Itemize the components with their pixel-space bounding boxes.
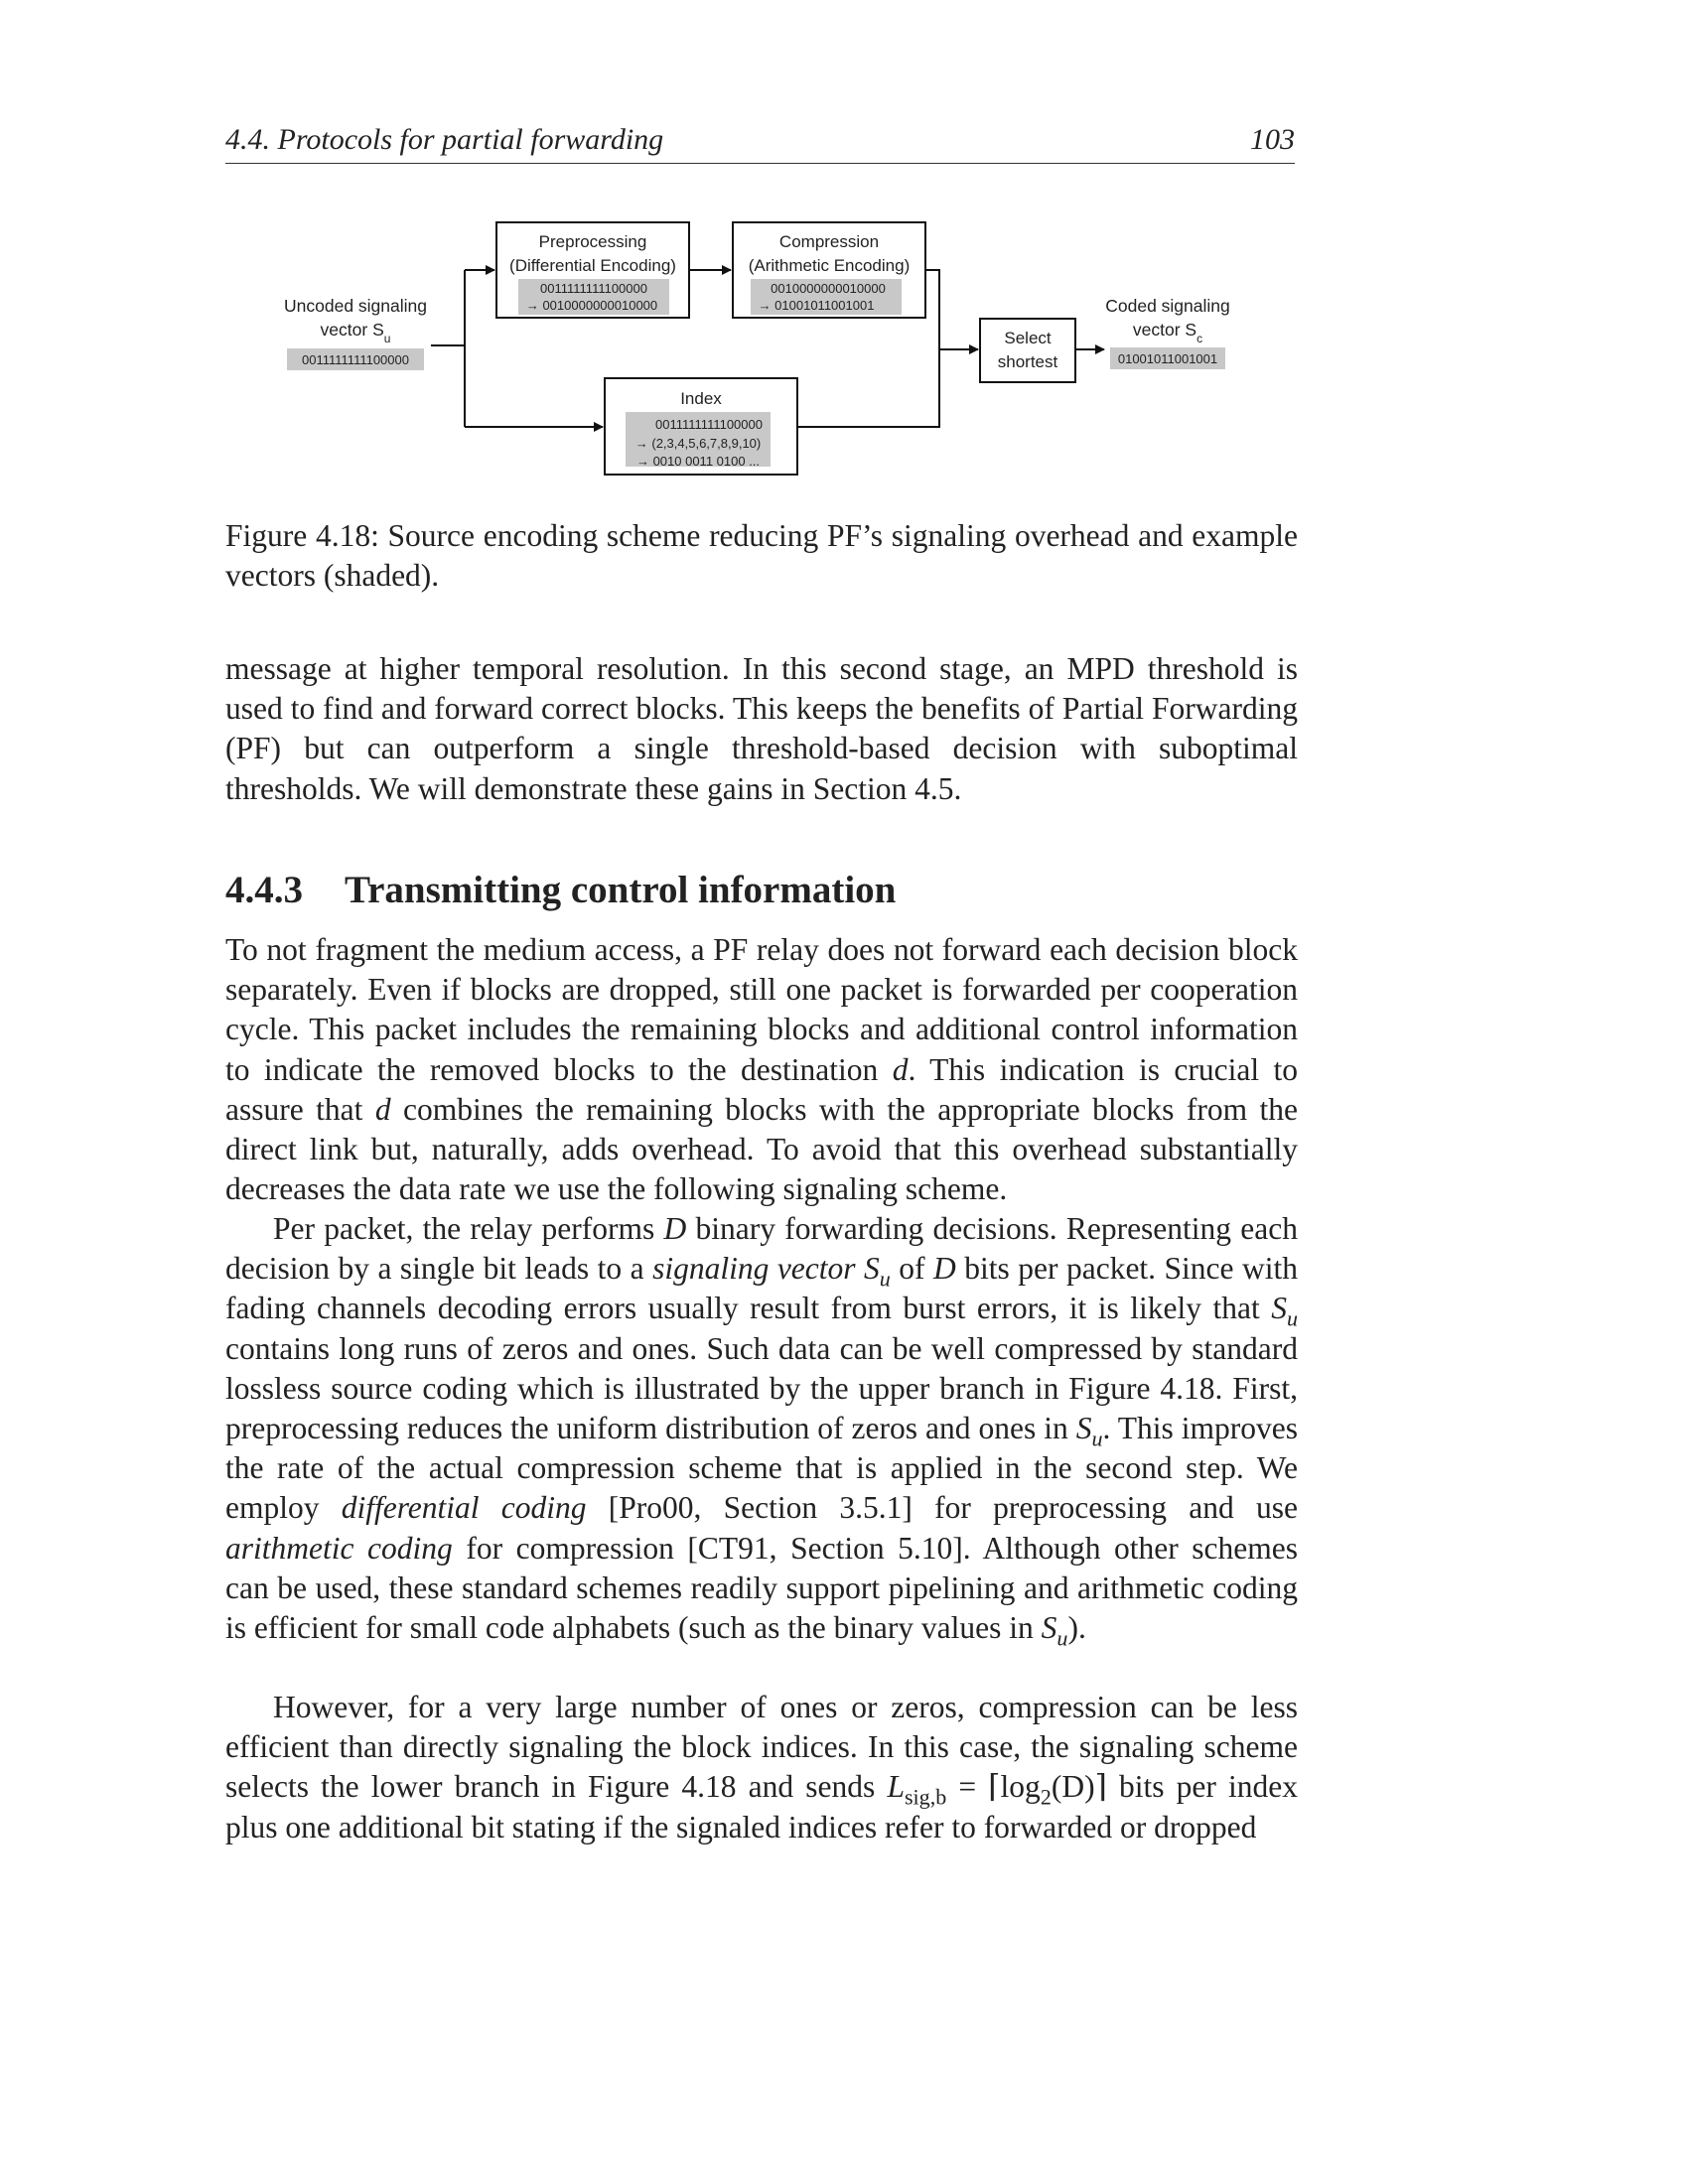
index-vector-in: 0011111111100000: [655, 417, 763, 432]
preprocessing-title: Preprocessing: [538, 232, 647, 251]
header-section-title: 4.4. Protocols for partial forwarding: [225, 123, 664, 156]
figure-caption: Figure 4.18: Source encoding scheme reducing PF’s signaling overhead and example vectors (shaded).: [225, 518, 1298, 593]
compression-vector-out: → 01001011001001: [758, 298, 875, 313]
compression-subtitle: (Arithmetic Encoding): [748, 256, 911, 275]
page-number: 103: [1250, 123, 1295, 156]
index-vector-positions: → (2,3,4,5,6,7,8,9,10): [634, 436, 762, 451]
input-label-line1: Uncoded signaling: [284, 296, 427, 316]
output-label-line2: vector $S_c$: [1132, 320, 1203, 345]
shortest-label: shortest: [997, 352, 1058, 371]
select-label: Select: [1004, 329, 1052, 347]
preprocessing-vector-in: 0011111111100000: [540, 281, 647, 296]
input-vector: 0011111111100000: [302, 352, 409, 367]
figure-4-18: [0, 0, 1688, 496]
output-label-line1: Coded signaling: [1105, 296, 1230, 316]
paragraph-continuation: message at higher temporal resolution. In this second stage, an MPD threshold is used to find and forward correct blocks. This keeps the benefits of Partial Forwarding (PF) but can outperform a single threshold-based decision with suboptimal thresholds. We will demonstrate these gains in Section 4.5.: [225, 651, 1298, 806]
index-vector-out: → 0010 0011 0100 ...: [635, 454, 761, 469]
index-title: Index: [680, 389, 722, 408]
output-vector: 01001011001001: [1117, 351, 1218, 366]
compression-title: Compression: [778, 232, 880, 251]
section-title: Transmitting control information: [345, 869, 897, 911]
compression-to-merge: [925, 270, 939, 349]
paragraph-index-signaling: However, for a very large number of ones or zeros, compression can be less efficient than directly signaling the block indices. In this case, the signaling scheme selects the lower branch in Figure 4.18 and sends $L_{sig,b}$ = $⌈\log_2(D)⌉$ bits per index plus one additional bit stating if the signaled indices refer to forwarded or dropped: [225, 1690, 1298, 1844]
section-number: 4.4.3: [225, 869, 303, 911]
section-heading: [225, 868, 896, 912]
index-to-merge: [797, 349, 939, 427]
paragraph-signaling-vector: Per packet, the relay performs D binary forwarding decisions. Representing each decision by a single bit leads to a signaling vector $S_u$ of D bits per packet. Since with fading channels decoding errors usually result from burst errors, it is likely that $S_u$ contains long runs of zeros and ones. Such data can be well compressed by standard lossless source coding which is illustrated by the upper branch in Figure 4.18. First, preprocessing reduces the uniform distribution of zeros and ones in $S_u$. This improves the rate of the actual compression scheme that is applied in the second step. We employ differential coding [Pro00, Section 3.5.1] for preprocessing and use arithmetic coding for compression [CT91, Section 5.10]. Although other schemes can be used, these standard schemes readily support pipelining and arithmetic coding is efficient for small code alphabets (such as the binary values in $S_u$).: [225, 1211, 1299, 1651]
input-label-line2: vector $S_u$: [320, 320, 391, 345]
paragraph-control-info: To not fragment the medium access, a PF relay does not forward each decision block separately. Even if blocks are dropped, still one packet is forwarded per cooperation cycle. This packet includes the remaining blocks and additional control information to indicate the removed blocks to the destination d. This indication is crucial to assure that d combines the remaining blocks with the appropriate blocks from the direct link but, naturally, adds overhead. To avoid that this overhead substantially decreases the data rate we use the following signaling scheme.: [225, 932, 1298, 1207]
encoding-scheme-diagram: [0, 0, 1688, 496]
preprocessing-subtitle: (Differential Encoding): [509, 256, 676, 275]
compression-vector-in: 0010000000010000: [771, 281, 886, 296]
preprocessing-vector-out: → 0010000000010000: [525, 298, 658, 313]
